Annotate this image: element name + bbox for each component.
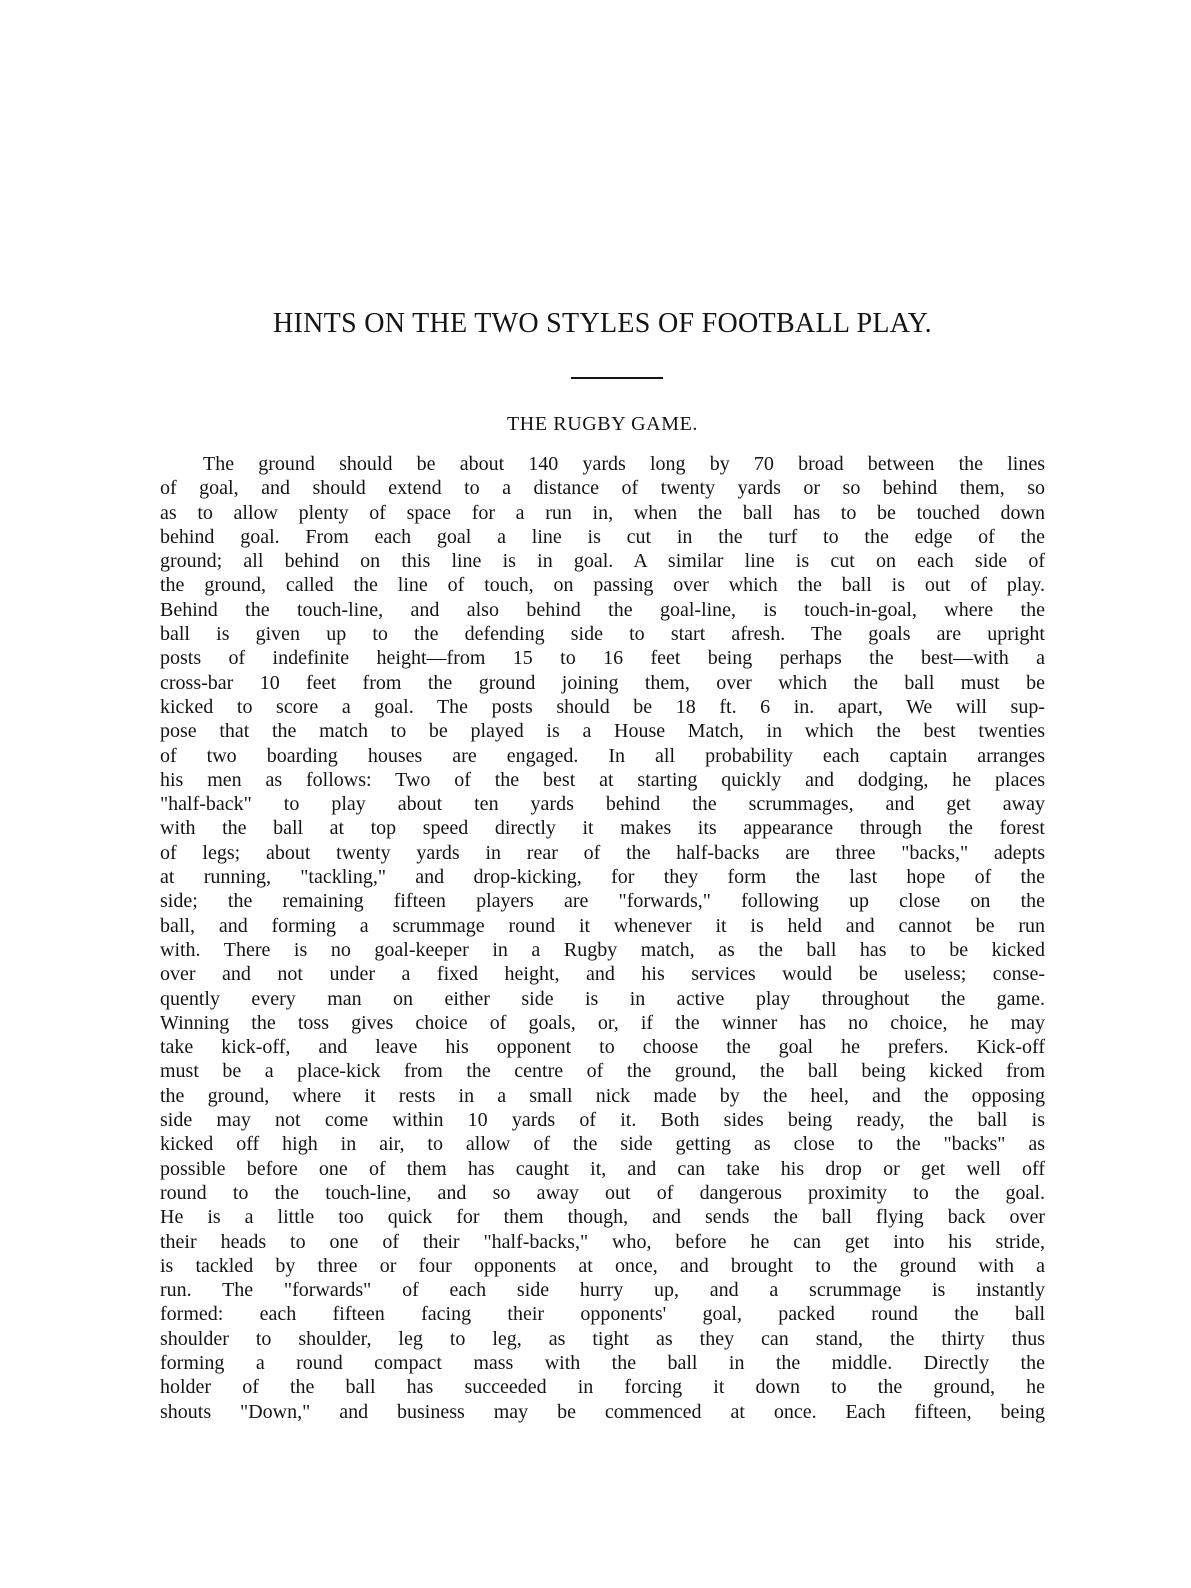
text-line: kicked to score a goal. The posts should be 18 ft. 6 in. apart, We will sup- — [160, 695, 1045, 718]
text-line: shouts "Down," and business may be commenced at once. Each fifteen, being — [160, 1400, 1045, 1423]
text-line: formed: each fifteen facing their opponents' goal, packed round the ball — [160, 1303, 1045, 1326]
text-line: ground; all behind on this line is in goal. A similar line is cut on each side of — [160, 550, 1045, 573]
text-line: of two boarding houses are engaged. In all probability each captain arranges — [160, 744, 1045, 767]
text-line: must be a place-kick from the centre of the ground, the ball being kicked from — [160, 1060, 1045, 1083]
text-line: is tackled by three or four opponents at once, and brought to the ground with a — [160, 1254, 1045, 1277]
text-line: at running, "tackling," and drop-kicking, for they form the last hope of the — [160, 866, 1045, 889]
text-line: side; the remaining fifteen players are "forwards," following up close on the — [160, 890, 1045, 913]
page-title: HINTS ON THE TWO STYLES OF FOOTBALL PLAY. — [273, 308, 932, 339]
text-line: Winning the toss gives choice of goals, or, if the winner has no choice, he may — [160, 1011, 1045, 1034]
text-line: "half-back" to play about ten yards behind the scrummages, and get away — [160, 793, 1045, 816]
text-line: possible before one of them has caught it, and can take his drop or get well off — [160, 1157, 1045, 1180]
text-line: pose that the match to be played is a House Match, in which the best twenties — [160, 720, 1045, 743]
text-line: his men as follows: Two of the best at starting quickly and dodging, he places — [160, 768, 1045, 791]
text-line: kicked off high in air, to allow of the side getting as close to the "backs" as — [160, 1133, 1045, 1156]
text-line: Behind the touch-line, and also behind the goal-line, is touch-in-goal, where the — [160, 598, 1045, 621]
text-line: He is a little too quick for them though, and sends the ball flying back over — [160, 1206, 1045, 1229]
text-line: forming a round compact mass with the ball in the middle. Directly the — [160, 1351, 1045, 1374]
text-line: quently every man on either side is in active play throughout the game. — [160, 987, 1045, 1010]
text-line: with the ball at top speed directly it makes its appearance through the forest — [160, 817, 1045, 840]
text-line: their heads to one of their "half-backs," who, before he can get into his stride, — [160, 1230, 1045, 1253]
body-text — [160, 452, 1045, 1424]
title-divider — [571, 377, 663, 379]
text-line: ball is given up to the defending side to start afresh. The goals are upright — [160, 623, 1045, 646]
text-line: with. There is no goal-keeper in a Rugby match, as the ball has to be kicked — [160, 938, 1045, 961]
text-line: cross-bar 10 feet from the ground joining them, over which the ball must be — [160, 671, 1045, 694]
text-line: of goal, and should extend to a distance of twenty yards or so behind them, so — [160, 477, 1045, 500]
text-line: round to the touch-line, and so away out of dangerous proximity to the goal. — [160, 1181, 1045, 1204]
text-line: take kick-off, and leave his opponent to choose the goal he prefers. Kick-off — [160, 1036, 1045, 1059]
text-line: of legs; about twenty yards in rear of the half-backs are three "backs," adepts — [160, 841, 1045, 864]
text-line: over and not under a fixed height, and his services would be useless; conse- — [160, 963, 1045, 986]
text-line: posts of indefinite height—from 15 to 16 feet being perhaps the best—with a — [160, 647, 1045, 670]
text-line: shoulder to shoulder, leg to leg, as tight as they can stand, the thirty thus — [160, 1327, 1045, 1350]
text-line: side may not come within 10 yards of it. Both sides being ready, the ball is — [160, 1109, 1045, 1132]
section-title: THE RUGBY GAME. — [506, 413, 699, 435]
text-line: ball, and forming a scrummage round it whenever it is held and cannot be run — [160, 914, 1045, 937]
text-line: the ground, where it rests in a small nick made by the heel, and the opposing — [160, 1084, 1045, 1107]
text-line: The ground should be about 140 yards long by 70 broad between the lines — [203, 453, 1045, 475]
text-line: the ground, called the line of touch, on passing over which the ball is out of play. — [160, 574, 1045, 597]
text-line: behind goal. From each goal a line is cut in the turf to the edge of the — [160, 525, 1045, 548]
text-line: holder of the ball has succeeded in forcing it down to the ground, he — [160, 1376, 1045, 1399]
text-line: run. The "forwards" of each side hurry up, and a scrummage is instantly — [160, 1279, 1045, 1302]
text-line: as to allow plenty of space for a run in, when the ball has to be touched down — [160, 501, 1045, 524]
